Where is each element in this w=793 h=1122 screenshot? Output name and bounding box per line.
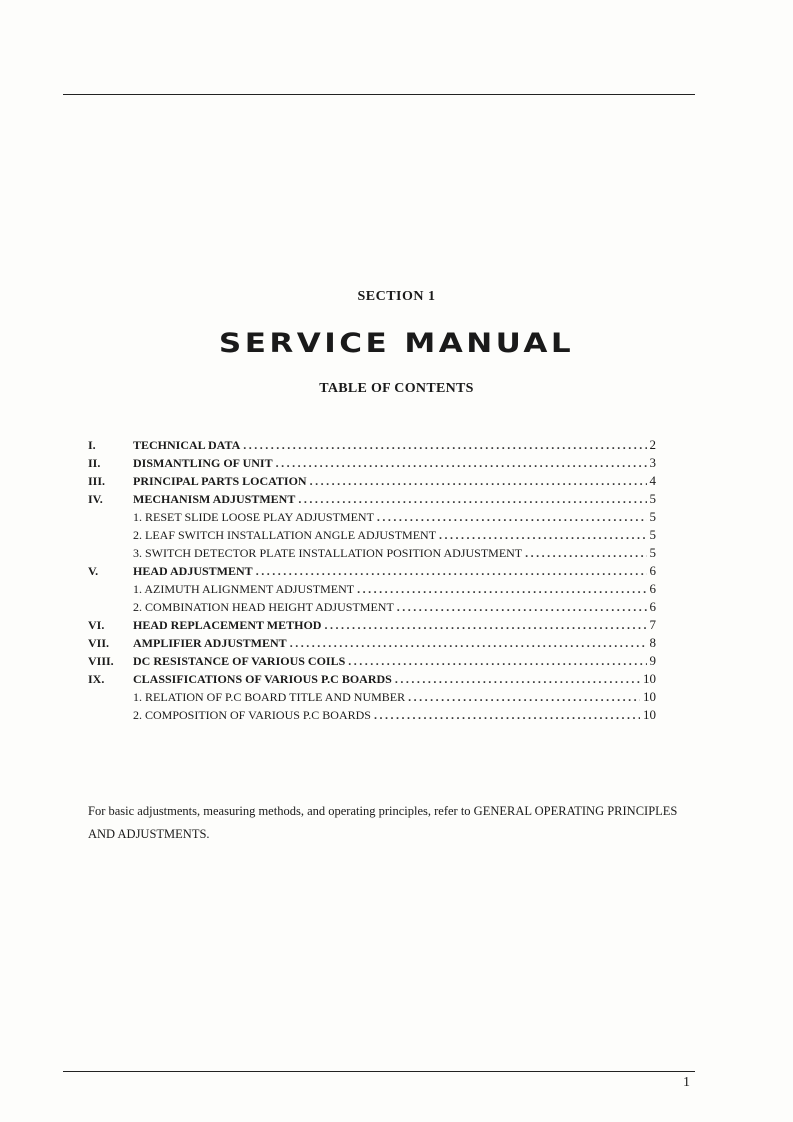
toc-entry (88, 562, 656, 580)
toc-entry (88, 670, 656, 688)
toc-entry-number: I. (88, 438, 96, 452)
top-rule (63, 94, 695, 95)
toc-entry-title: CLASSIFICATIONS OF VARIOUS P.C BOARDS (133, 672, 392, 686)
dot-leader (348, 652, 646, 670)
dot-leader (397, 598, 647, 616)
toc-entry-title: 2. COMBINATION HEAD HEIGHT ADJUSTMENT (133, 600, 394, 614)
toc-entry-page: 3 (649, 455, 656, 470)
toc-entry (88, 454, 656, 472)
toc-entry-number: IV. (88, 492, 103, 506)
toc-subentry (88, 598, 656, 616)
toc-entry-page: 9 (649, 653, 656, 668)
toc-entry-title: 1. RESET SLIDE LOOSE PLAY ADJUSTMENT (133, 510, 374, 524)
toc-entry-title: 1. AZIMUTH ALIGNMENT ADJUSTMENT (133, 582, 355, 596)
toc-entry-page: 5 (649, 491, 656, 506)
toc-entry-page: 10 (643, 707, 656, 722)
dot-leader (256, 562, 647, 580)
dot-leader (324, 616, 646, 634)
toc-entry-page: 7 (649, 617, 656, 632)
toc-entry-page: 8 (649, 635, 656, 650)
toc-entry (88, 436, 656, 454)
toc-entry-page: 10 (643, 689, 656, 704)
toc-entry-page: 4 (649, 473, 656, 488)
dot-leader (408, 688, 640, 706)
toc-title: TABLE OF CONTENTS (319, 381, 474, 396)
table-of-contents (88, 436, 656, 724)
toc-subentry (88, 706, 656, 724)
dot-leader (310, 472, 647, 490)
toc-entry (88, 616, 656, 634)
toc-entry-title: PRINCIPAL PARTS LOCATION (133, 474, 307, 488)
toc-entry-title: HEAD ADJUSTMENT (133, 564, 253, 578)
section-label: SECTION 1 (357, 289, 436, 304)
toc-entry-page: 10 (643, 671, 656, 686)
toc-entry-number: III. (88, 474, 106, 488)
toc-entry-title: TECHNICAL DATA (133, 438, 241, 452)
toc-entry-page: 5 (649, 527, 656, 542)
reference-note: For basic adjustments, measuring methods, and operating principles, refer to GENERAL OPERATING PRINCIPLES AND ADJUSTMENTS. (88, 804, 678, 841)
toc-entry-title: 3. SWITCH DETECTOR PLATE INSTALLATION POSITION ADJUSTMENT (133, 546, 523, 560)
toc-subentry (88, 508, 656, 526)
toc-entry-number: V. (88, 564, 99, 578)
toc-entry-title: AMPLIFIER ADJUSTMENT (133, 636, 287, 650)
dot-leader (374, 706, 640, 724)
toc-entry-number: VIII. (88, 654, 114, 668)
toc-entry-page: 6 (649, 599, 656, 614)
bottom-rule (63, 1071, 695, 1072)
toc-entry-page: 2 (649, 437, 656, 452)
toc-entry-number: VII. (88, 636, 110, 650)
toc-entry (88, 634, 656, 652)
toc-entry-title: MECHANISM ADJUSTMENT (133, 492, 296, 506)
dot-leader (525, 544, 646, 562)
toc-subentry (88, 580, 656, 598)
toc-subentry (88, 688, 656, 706)
page-number: 1 (683, 1075, 690, 1090)
dot-leader (377, 508, 647, 526)
toc-entry-title: 1. RELATION OF P.C BOARD TITLE AND NUMBER (133, 690, 406, 704)
page-title: SERVICE MANUAL (218, 328, 575, 359)
toc-entry-number: IX. (88, 672, 105, 686)
dot-leader (290, 634, 647, 652)
toc-entry-page: 5 (649, 509, 656, 524)
toc-subentry (88, 544, 656, 562)
dot-leader (298, 490, 646, 508)
dot-leader (357, 580, 646, 598)
toc-entry (88, 652, 656, 670)
toc-entry-page: 6 (649, 581, 656, 596)
toc-entry-title: DC RESISTANCE OF VARIOUS COILS (133, 654, 346, 668)
dot-leader (276, 454, 647, 472)
toc-entry-number: II. (88, 456, 101, 470)
toc-entry-number: VI. (88, 618, 105, 632)
toc-subentry (88, 526, 656, 544)
toc-entry-title: 2. LEAF SWITCH INSTALLATION ANGLE ADJUSTMENT (133, 528, 437, 542)
toc-entry-page: 6 (649, 563, 656, 578)
toc-entry (88, 490, 656, 508)
toc-entry-page: 5 (649, 545, 656, 560)
dot-leader (243, 436, 646, 454)
dot-leader (439, 526, 646, 544)
toc-entry-title: DISMANTLING OF UNIT (133, 456, 273, 470)
toc-entry (88, 472, 656, 490)
dot-leader (395, 670, 640, 688)
toc-entry-title: HEAD REPLACEMENT METHOD (133, 618, 322, 632)
toc-entry-title: 2. COMPOSITION OF VARIOUS P.C BOARDS (133, 708, 371, 722)
